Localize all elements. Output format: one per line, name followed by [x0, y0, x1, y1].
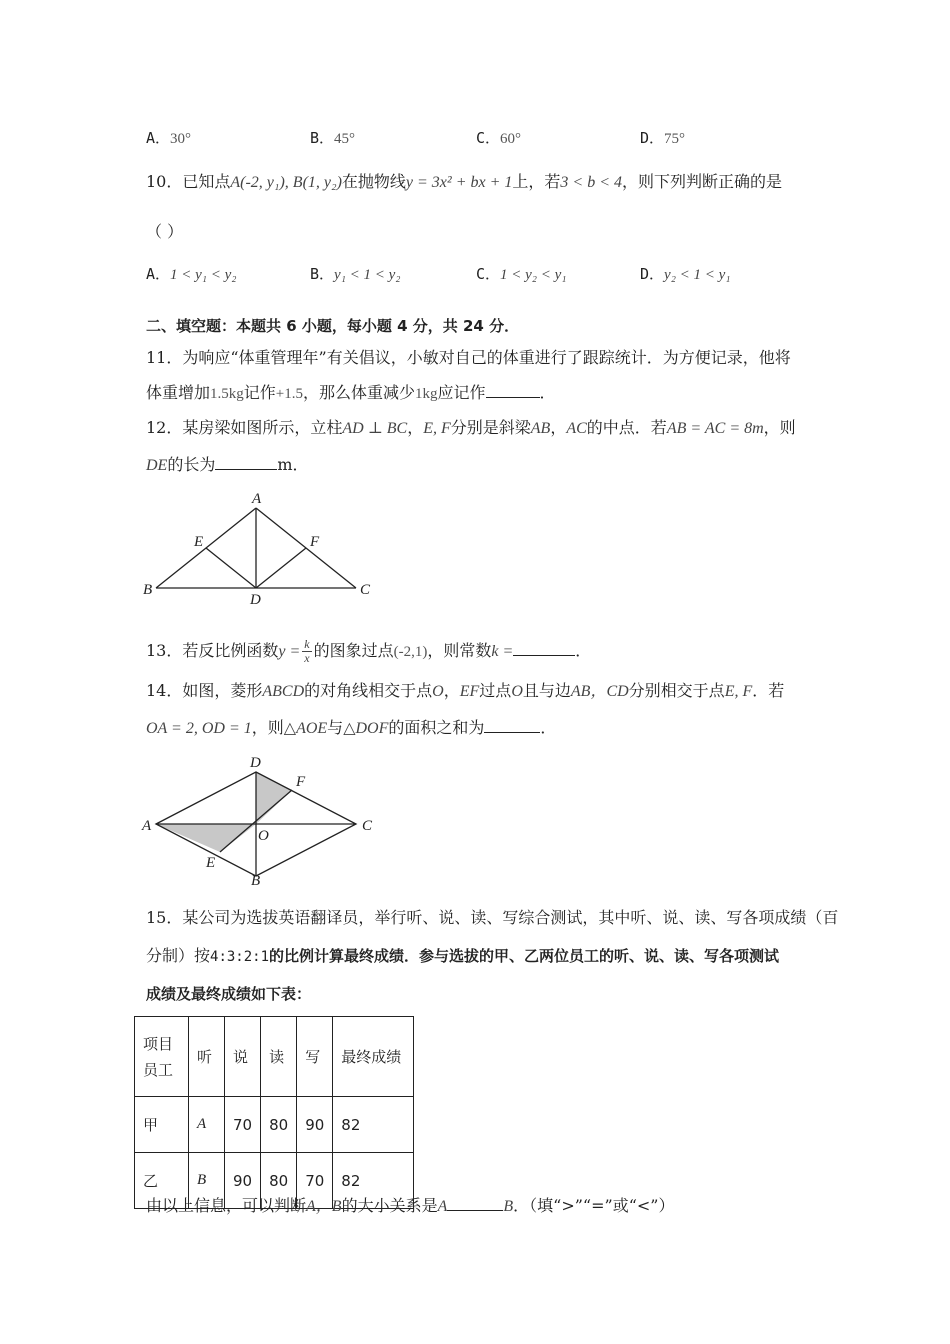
- q12-label-a: A: [252, 491, 262, 507]
- q15-line1: 15．某公司为选拔英语翻译员，举行听、说、读、写综合测试，其中听、说、读、写各项成绩（百: [146, 908, 839, 927]
- table-cell: B: [189, 1153, 225, 1209]
- table-cell: 70: [225, 1097, 261, 1153]
- q15-score-table: [134, 1016, 414, 1209]
- table-header-cell: 最终成绩: [333, 1017, 414, 1097]
- q15-blank[interactable]: [447, 1196, 503, 1211]
- q13-blank[interactable]: [513, 641, 575, 656]
- q12-label-c: C: [360, 582, 371, 598]
- table-cell: 90: [297, 1097, 333, 1153]
- q10-option-a: A．1 < y₁ < y₂: [146, 265, 237, 283]
- table-cell: 80: [261, 1153, 297, 1209]
- q9-option-c: C．60°: [476, 129, 522, 147]
- q9-option-d: D．75°: [640, 129, 686, 147]
- section-heading: 二、填空题：本题共 6 小题，每小题 4 分，共 24 分．: [146, 317, 520, 335]
- q12-label-d: D: [250, 592, 261, 604]
- q12-line1: 12．某房梁如图所示，立柱AD ⊥ BC，E, F分别是斜梁AB，AC的中点．若AB = AC = 8m，则: [146, 418, 796, 437]
- table-cell: 80: [261, 1097, 297, 1153]
- table-header-cell: 写: [297, 1017, 333, 1097]
- q13-stem: 13．若反比例函数y = $\frac{k}{x}$ 的图象过点(-2,1)，则常数k = ．: [146, 637, 592, 665]
- q12-line2: DE的长为 m．: [146, 455, 309, 474]
- q10-option-b: B．y₁ < 1 < y₂: [310, 265, 401, 283]
- q15-line2: 分制）按4:3:2:1的比例计算最终成绩．参与选拔的甲、乙两位员工的听、说、读、写各项测试: [146, 946, 780, 965]
- table-row-name: 甲: [135, 1097, 189, 1153]
- table-corner-cell: 项目 员工: [135, 1017, 189, 1097]
- table-header-cell: 读: [261, 1017, 297, 1097]
- q10-answer-paren: （ ）: [146, 222, 184, 241]
- q12-blank[interactable]: [215, 455, 277, 470]
- q14-line1: 14．如图，菱形ABCD的对角线相交于点O，EF过点O且与边AB，CD分别相交于点E, F．若: [146, 681, 785, 700]
- q14-shaded-triangle-aoe: [156, 824, 256, 852]
- q10-option-c: C．1 < y₂ < y₁: [476, 265, 567, 283]
- q14-label-e: E: [206, 855, 216, 871]
- table-row-name: 乙: [135, 1153, 189, 1209]
- q10-stem: 10．已知点A(-2, y₁), B(1, y₂)在抛物线y = 3x² + bx + 1上，若3 < b < 4，则下列判断正确的是: [146, 172, 783, 191]
- q13-fraction: $\frac{k}{x}$: [304, 637, 310, 665]
- q12-label-e: E: [194, 534, 204, 550]
- table-header-row: [135, 1017, 414, 1097]
- q9-option-b: B．45°: [310, 129, 356, 147]
- q11-blank[interactable]: [486, 383, 540, 398]
- q14-label-a: A: [142, 818, 152, 834]
- q12-roof-beam-figure: [136, 488, 376, 604]
- q12-segment-ed: [206, 548, 256, 588]
- table-cell: A: [189, 1097, 225, 1153]
- table-row: [135, 1097, 414, 1153]
- q11-line2: 体重增加1.5kg记作+1.5，那么体重减少1kg应记作 ．: [146, 383, 556, 402]
- q14-label-d: D: [250, 755, 261, 771]
- q12-label-b: B: [143, 582, 153, 598]
- table-cell: 90: [225, 1153, 261, 1209]
- q14-label-f: F: [296, 774, 306, 790]
- q14-line2: OA = 2, OD = 1，则△AOE与△DOF的面积之和为 ．: [146, 718, 557, 737]
- q14-label-c: C: [362, 818, 373, 834]
- q10-option-d: D．y₂ < 1 < y₁: [640, 265, 731, 283]
- q11-line1: 11．为响应“体重管理年”有关倡议，小敏对自己的体重进行了跟踪统计．为方便记录，他将: [146, 348, 791, 367]
- q12-label-f: F: [310, 534, 320, 550]
- q14-label-o: O: [258, 828, 269, 844]
- table-header-cell: 听: [189, 1017, 225, 1097]
- q9-option-a: A．30°: [146, 129, 192, 147]
- q15-line3: 成绩及最终成绩如下表：: [146, 985, 312, 1003]
- q15-conclusion: 由以上信息，可以判断A，B的大小关系是A B．（填“>”“=”或“<”）: [146, 1196, 675, 1215]
- table-cell: 82: [333, 1153, 414, 1209]
- q14-label-b: B: [251, 873, 261, 889]
- table-header-cell: 说: [225, 1017, 261, 1097]
- table-cell: 82: [333, 1097, 414, 1153]
- table-cell: 70: [297, 1153, 333, 1209]
- q14-blank[interactable]: [484, 718, 540, 733]
- q14-rhombus-figure: [136, 752, 386, 890]
- q12-segment-fd: [256, 548, 306, 588]
